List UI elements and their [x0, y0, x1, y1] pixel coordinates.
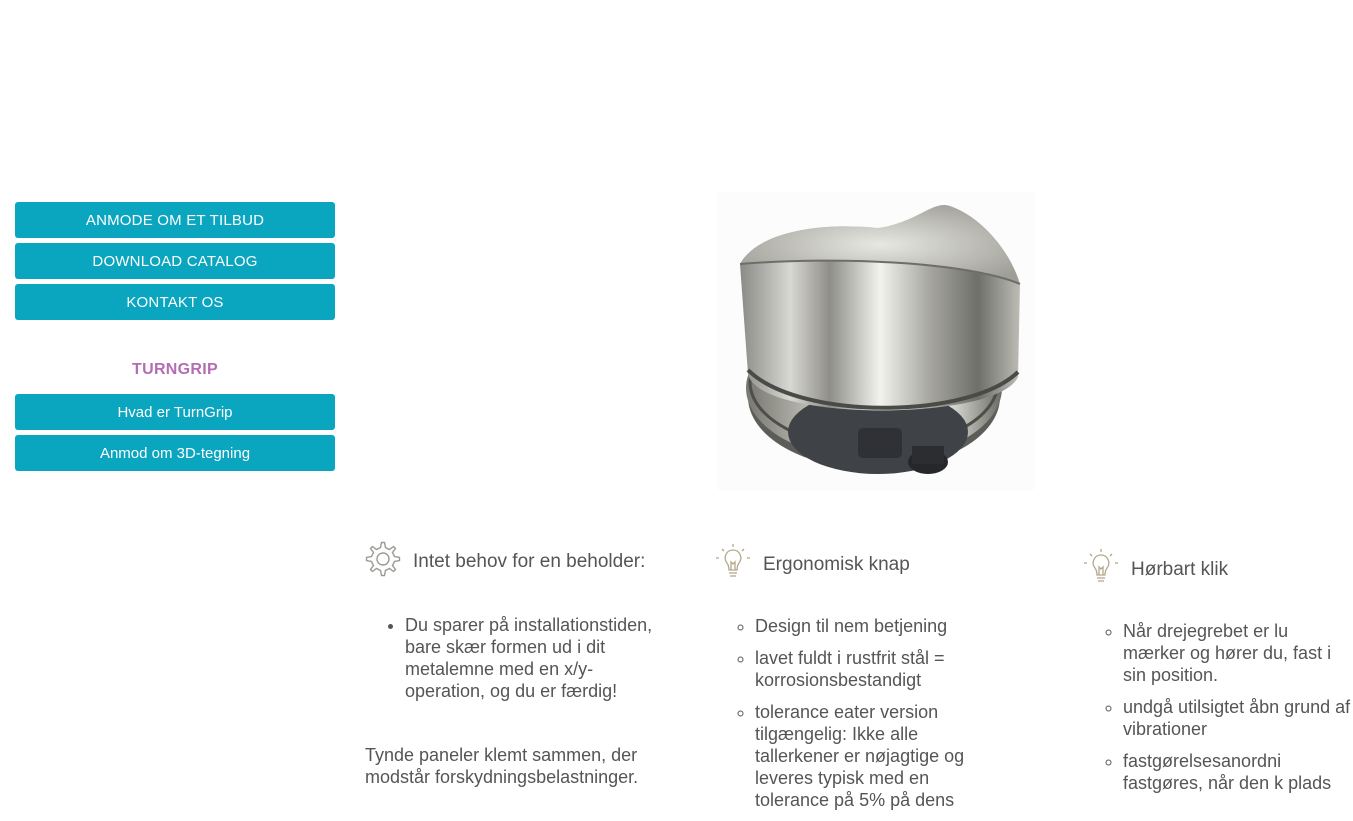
lightbulb-icon: [715, 544, 751, 585]
feature-no-holder: [365, 541, 655, 788]
feature-header: [715, 544, 975, 585]
feature-list: [715, 615, 975, 811]
feature-ergonomic-knob: [715, 544, 975, 821]
sidebar: [15, 202, 335, 476]
feature-title: Hørbart klik: [1131, 558, 1229, 580]
request-quote-button[interactable]: ANMODE OM ET TILBUD: [15, 202, 335, 238]
list-item: ◦ Design til nem betjening: [755, 615, 975, 637]
feature-title: Ergonomisk knap: [763, 553, 910, 575]
feature-audible-click: [1083, 549, 1351, 800]
what-is-turngrip-button[interactable]: Hvad er TurnGrip: [15, 394, 335, 430]
list-item: ◦ Når drejegrebet er lu mærker og hører du, fast i sin position.: [1123, 620, 1353, 686]
download-catalog-button[interactable]: DOWNLOAD CATALOG: [15, 243, 335, 279]
section-title: TURNGRIP: [132, 361, 218, 378]
product-image: [718, 192, 1034, 490]
request-3d-drawing-button[interactable]: Anmod om 3D-tegning: [15, 435, 335, 471]
feature-list: [365, 614, 655, 702]
feature-header: [1083, 549, 1280, 590]
feature-paragraph: Tynde paneler klemt sammen, der modstår forskydningsbelastninger.: [365, 745, 639, 787]
lightbulb-icon: [1083, 549, 1119, 590]
feature-header: [365, 541, 655, 582]
feature-title: Intet behov for en beholder:: [413, 550, 646, 572]
list-item: ◦ undgå utilsigtet åbn grund af vibrationer: [1123, 696, 1353, 740]
list-item: • Du sparer på installationstiden, bare skær formen ud i dit metalemne med en x/y-operation, og du er færdig!: [405, 614, 655, 702]
contact-us-button[interactable]: KONTAKT OS: [15, 284, 335, 320]
list-item: ◦ tolerance eater version tilgængelig: Ikke alle tallerkener er nøjagtige og leveres typisk med en tolerance på 5% på dens: [755, 701, 975, 811]
gear-icon: [365, 541, 401, 582]
list-item: ◦ fastgørelsesanordni fastgøres, når den k plads: [1123, 750, 1353, 794]
list-item: ◦ lavet fuldt i rustfrit stål = korrosionsbestandigt: [755, 647, 975, 691]
feature-list: [1083, 620, 1353, 794]
